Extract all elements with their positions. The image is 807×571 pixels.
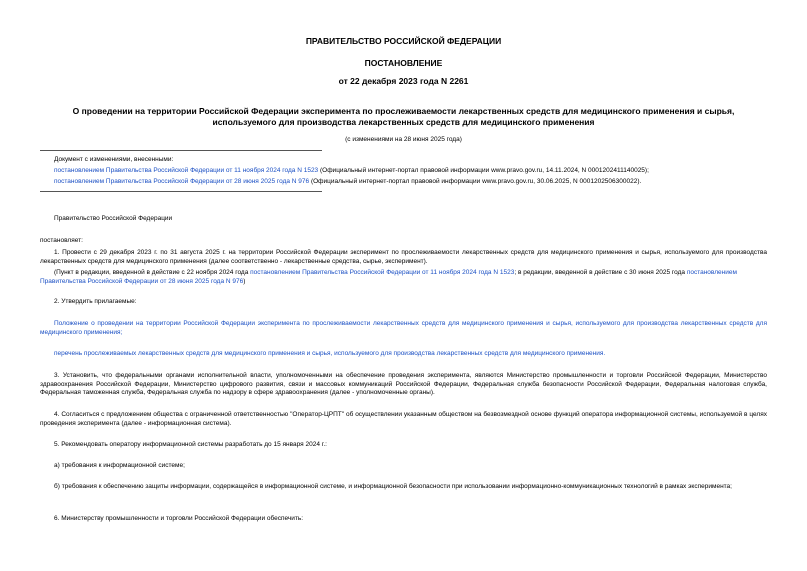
changes-intro: Документ с изменениями, внесенными:	[54, 156, 174, 163]
paragraph-5b: б) требования к обеспечению защиты информации, содержащейся в информационной системе, и информационной безопасности при использовании информационно-коммуникационных технологий в рамках эксперимента;	[54, 483, 732, 490]
regulation-link[interactable]: Положение о проведении на территории Российской Федерации эксперимента по прослеживаемости лекарственных средств для медицинского применения и сырья, используемого для производства лекарственных средств для медицинского применения;	[40, 320, 767, 336]
note-text-b: ; в редакции, введенной в действие с 30 июня 2025 года	[514, 269, 687, 276]
note-link-2[interactable]: постановлением Правительства Российской Федерации от 28 июня 2025 года N 976	[40, 269, 737, 285]
divider-top	[40, 150, 322, 151]
change-item-1	[54, 167, 794, 176]
document-date-number: от 22 декабря 2023 года N 2261	[338, 76, 469, 86]
change-link-2[interactable]: постановлением Правительства Российской Федерации от 28 июня 2025 года N 976	[54, 178, 310, 185]
paragraph-2: 2. Утвердить прилагаемые:	[54, 298, 137, 305]
change-item-2	[54, 178, 794, 187]
divider-bottom	[40, 191, 322, 192]
change-link-1[interactable]: постановлением Правительства Российской Федерации от 11 ноября 2024 года N 1523	[54, 167, 319, 174]
paragraph-6: 6. Министерству промышленности и торговли Российской Федерации обеспечить:	[54, 515, 304, 522]
change-source-1: (Официальный интернет-портал правовой информации www.pravo.gov.ru, 14.11.2024, N 0001202411140025);	[318, 167, 649, 174]
note-text-c: )	[243, 277, 246, 285]
paragraph-1-note	[40, 269, 775, 286]
paragraph-5a: а) требования к информационной системе;	[54, 462, 185, 469]
note-link-1[interactable]: постановлением Правительства Российской Федерации от 11 ноября 2024 года N 1523	[250, 269, 515, 276]
version-note: (с изменениями на 28 июня 2025 года)	[345, 136, 462, 143]
list-link[interactable]: перечень прослеживаемых лекарственных средств для медицинского применения и сырья, используемого для производства лекарственных средств для медицинского применения.	[54, 350, 606, 357]
note-text-a: (Пункт в редакции, введенной в действие с 22 ноября 2024 года	[54, 269, 251, 276]
change-source-2: (Официальный интернет-портал правовой информации www.pravo.gov.ru, 30.06.2025, N 0001202506300022).	[309, 178, 642, 185]
paragraph-3: 3. Установить, что федеральными органами исполнительной власти, уполномоченными на обеспечение проведения эксперимента, являются Министерство промышленности и торговли Российской Федерации, Министерство здравоохранения Российской Федерации, Министерство цифрового развития, связи и массовых коммуникаций Российской Федерации, Федеральная служба безопасности Российской Федерации, Федеральная налоговая служба, Федеральная таможенная служба, Федеральная служба по надзору в сфере здравоохранения (далее - уполномоченные органы).	[40, 372, 767, 397]
paragraph-1: 1. Провести с 29 декабря 2023 г. по 31 августа 2025 г. на территории Российской Федерации эксперимент по прослеживаемости лекарственных средств для медицинского применения и сырья, используемого для производства лекарственных средств для медицинского применения (далее соответственно - лекарственные средства, сырье, эксперимент).	[40, 249, 767, 265]
government-heading: ПРАВИТЕЛЬСТВО РОССИЙСКОЙ ФЕДЕРАЦИИ	[305, 36, 502, 46]
government-subject: Правительство Российской Федерации	[54, 215, 173, 222]
resolves-label: постановляет:	[40, 237, 83, 244]
document-type: ПОСТАНОВЛЕНИЕ	[364, 58, 443, 68]
paragraph-5: 5. Рекомендовать оператору информационной системы разработать до 15 января 2024 г.:	[54, 441, 327, 448]
document-title: О проведении на территории Российской Федерации эксперимента по прослеживаемости лекарственных средств для медицинского применения и сырья, используемого для производства лекарственных средств для медицинского применения	[72, 106, 735, 127]
paragraph-4: 4. Согласиться с предложением общества с ограниченной ответственностью "Оператор-ЦРПТ" об осуществлении указанным обществом на безвозмездной основе функций оператора информационной системы, используемой в целях проведения эксперимента (далее - информационная система).	[40, 411, 767, 427]
